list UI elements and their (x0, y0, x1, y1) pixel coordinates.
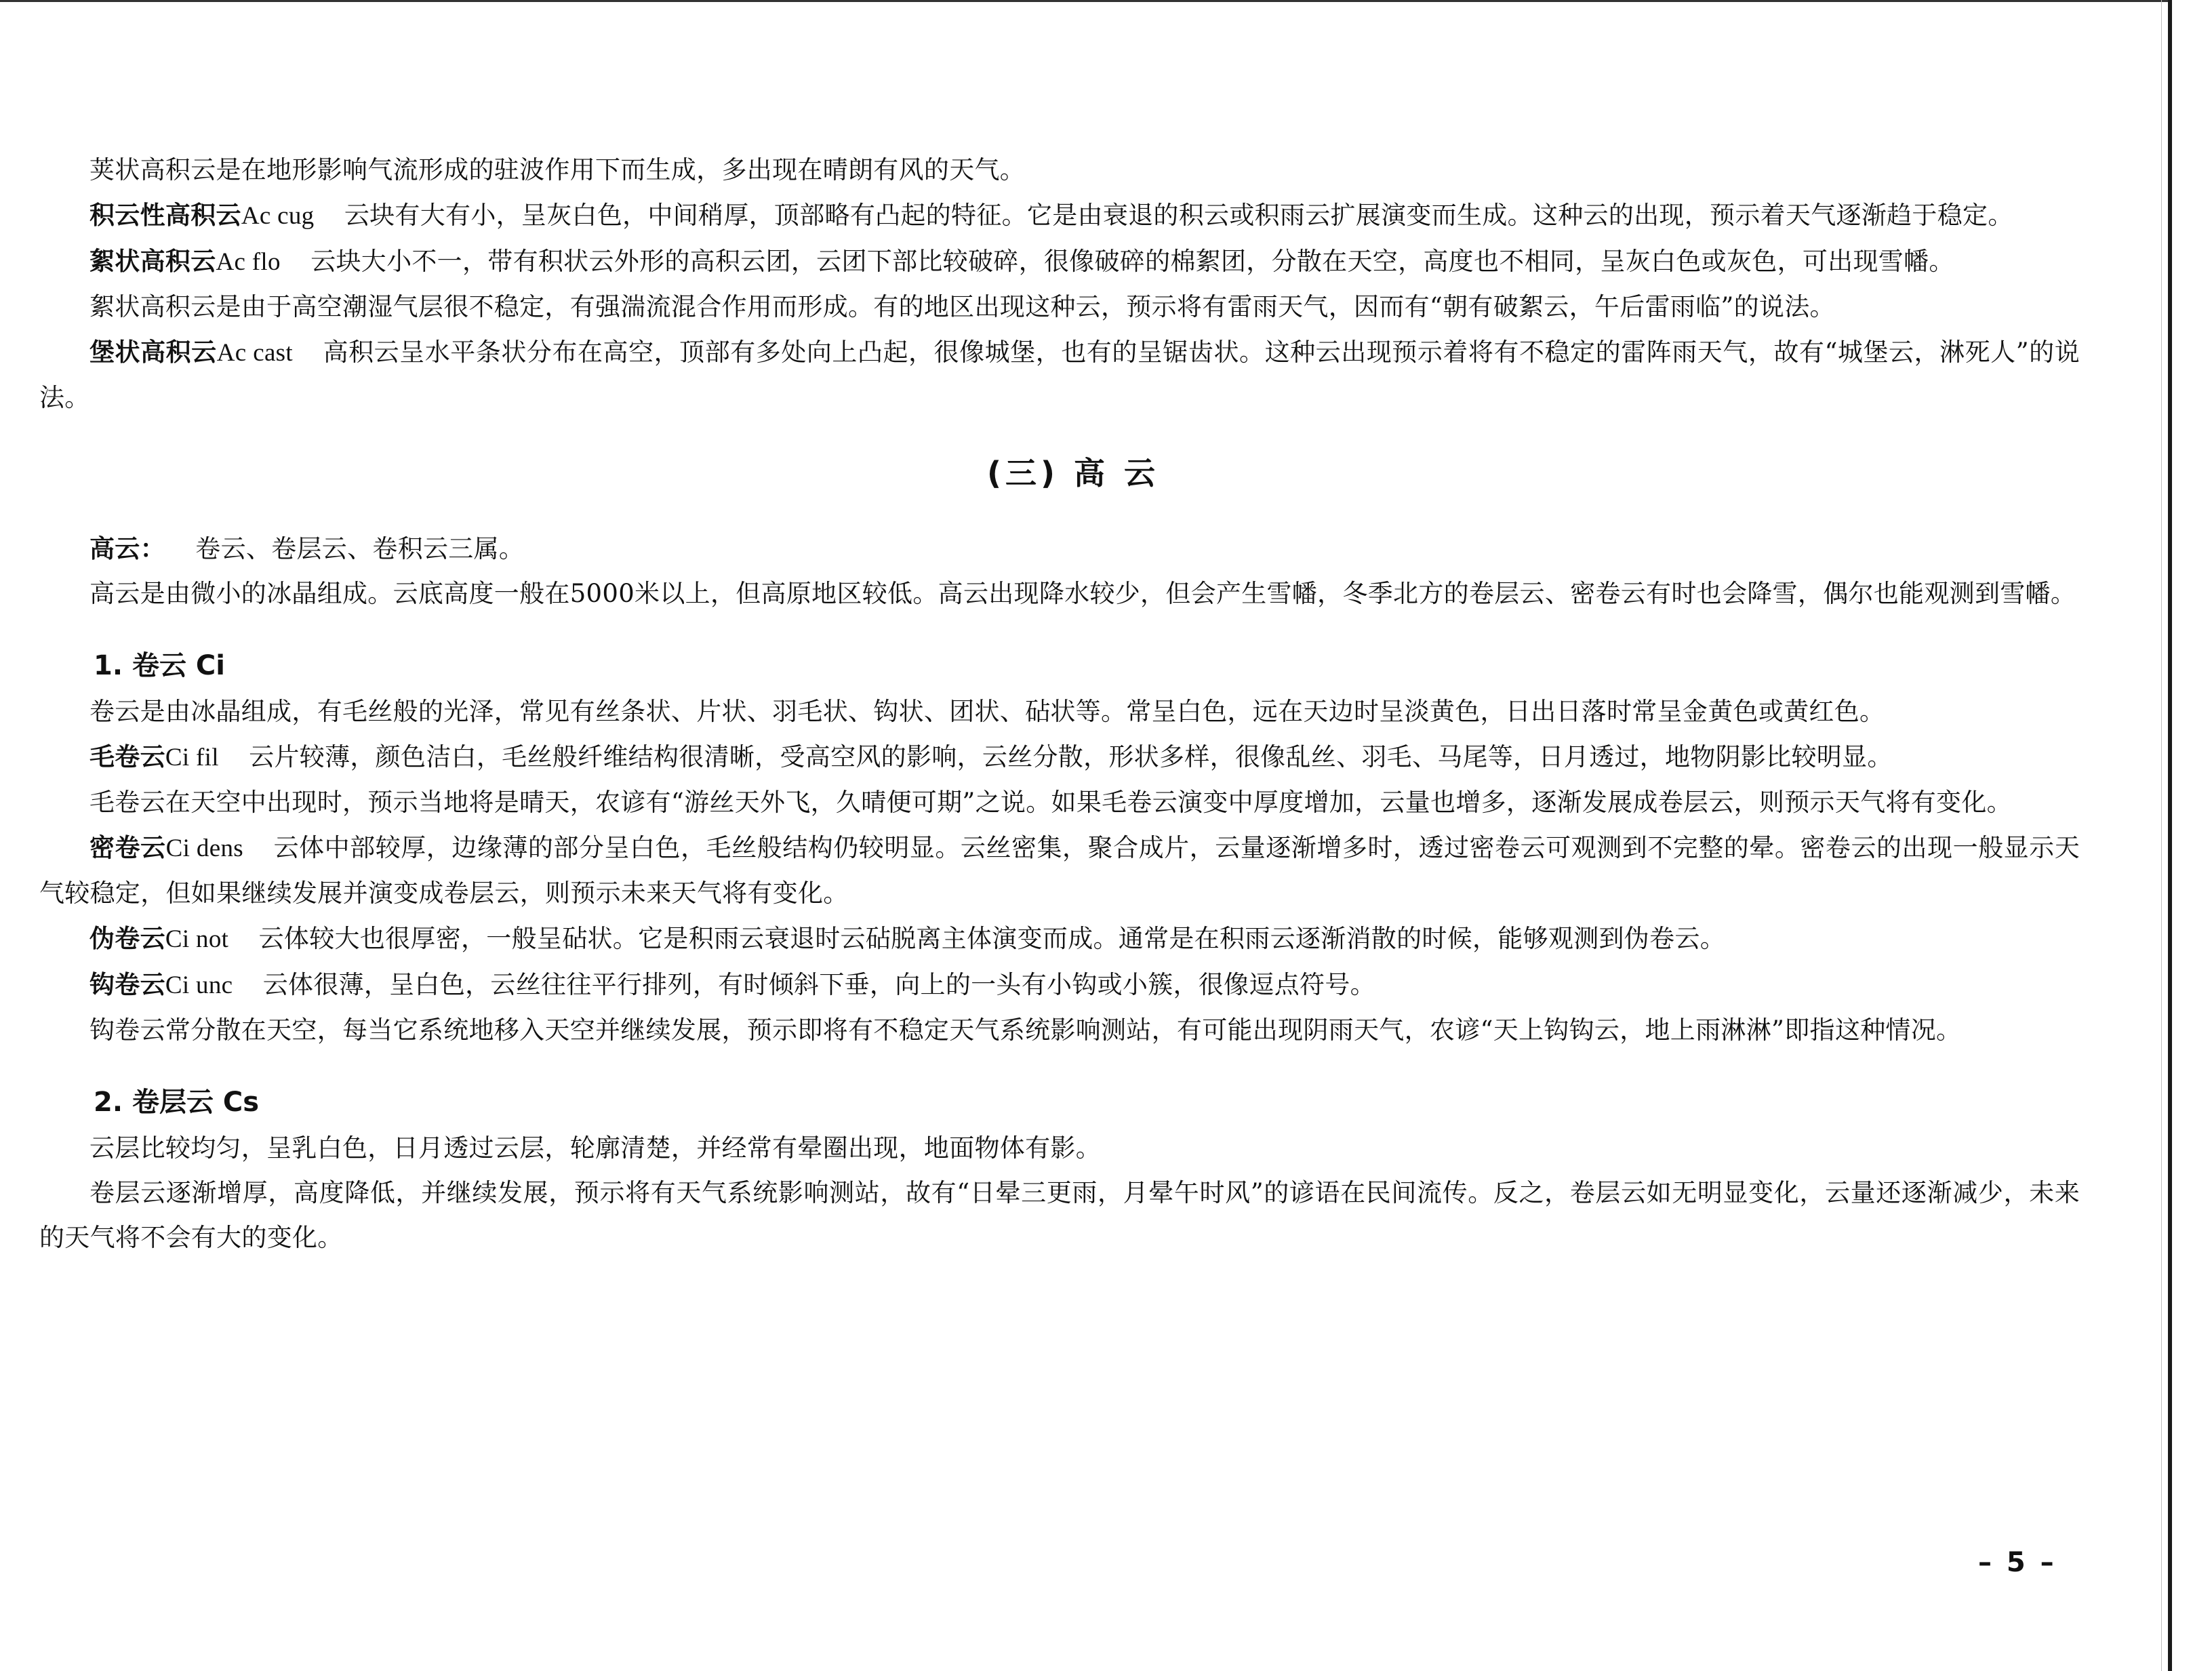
page-body (39, 148, 2080, 1260)
subheading-cirrus: 1. 卷云 Ci (94, 650, 225, 681)
term-name: 钩卷云 (89, 969, 165, 999)
term-abbreviation: Ac flo (216, 248, 281, 276)
top-border-line (0, 0, 2169, 2)
paragraph-text: 毛卷云在天空中出现时，预示当地将是晴天，农谚有“游丝天外飞，久晴便可期”之说。如果毛卷云演变中厚度增加，云量也增多，逐渐发展成卷层云，则预示天气将有变化。 (89, 788, 2012, 817)
paragraph-text: 云块大小不一，带有积状云外形的高积云团，云团下部比较破碎，很像破碎的棉絮团，分散在天空，高度也不相同，呈灰白色或灰色，可出现雪幡。 (310, 247, 1954, 276)
binding-guide-line (2161, 0, 2162, 1671)
paragraph-cs-intro (39, 1126, 2080, 1171)
paragraph-text: 云块有大有小，呈灰白色，中间稍厚，顶部略有凸起的特征。它是由衰退的积云或积雨云扩展演变而生成。这种云的出现，预示着天气逐渐趋于稳定。 (344, 201, 2013, 230)
term-name: 堡状高积云 (89, 337, 217, 367)
paragraph-text: 卷层云逐渐增厚，高度降低，并继续发展，预示将有天气系统影响测站，故有“日晕三更雨，月晕午时风”的谚语在民间流传。反之，卷层云如无明显变化，云量还逐渐减少，未来的天气将不会有大的变化。 (39, 1178, 2080, 1252)
term-abbreviation: Ci fil (165, 744, 219, 771)
paragraph-text: 云体中部较厚，边缘薄的部分呈白色，毛丝般结构仍较明显。云丝密集，聚合成片，云量逐渐增多时，透过密卷云可观测到不完整的晕。密卷云的出现一般显示天气较稳定，但如果继续发展并演变成卷层云，则预示未来天气将有变化。 (39, 833, 2080, 908)
altocumulus-section (39, 148, 2080, 420)
paragraph-text: 絮状高积云是由于高空潮湿气层很不稳定，有强湍流混合作用而形成。有的地区出现这种云，预示将有雷雨天气，因而有“朝有破絮云，午后雷雨临”的说法。 (89, 292, 1835, 321)
paragraph-lenticular (39, 148, 2080, 193)
high-clouds-label: 高云： (89, 533, 165, 563)
term-name: 密卷云 (89, 832, 166, 862)
high-clouds-genera: 卷云、卷层云、卷积云三属。 (195, 534, 525, 563)
paragraph-ci-intro (39, 689, 2080, 734)
right-border-line (2168, 0, 2172, 1671)
term-abbreviation: Ci not (165, 925, 229, 953)
cirrus-section (39, 689, 2080, 1053)
paragraph-text: 高积云呈水平条状分布在高空，顶部有多处向上凸起，很像城堡，也有的呈锯齿状。这种云出现预示着将有不稳定的雷阵雨天气，故有“城堡云，淋死人”的说法。 (39, 338, 2080, 412)
paragraph-ac-flo (39, 239, 2080, 285)
paragraph-text: 钩卷云常分散在天空，每当它系统地移入天空并继续发展，预示即将有不稳定天气系统影响测站，有可能出现阴雨天气，农谚“天上钩钩云，地上雨淋淋”即指这种情况。 (89, 1015, 1962, 1045)
paragraph-text: 荚状高积云是在地形影响气流形成的驻波作用下而生成，多出现在晴朗有风的天气。 (89, 155, 1026, 184)
term-abbreviation: Ci unc (165, 971, 233, 999)
term-name: 积云性高积云 (89, 200, 241, 230)
paragraph-ci-unc-note (39, 1008, 2080, 1053)
cirrostratus-section (39, 1126, 2080, 1260)
paragraph-cs-note (39, 1171, 2080, 1260)
paragraph-text: 卷云是由冰晶组成，有毛丝般的光泽，常见有丝条状、片状、羽毛状、钩状、团状、砧状等。常呈白色，远在天边时呈淡黄色，日出日落时常呈金黄色或黄红色。 (89, 697, 1885, 726)
paragraph-ci-dens (39, 825, 2080, 916)
subheading-cirrostratus: 2. 卷层云 Cs (94, 1087, 260, 1118)
high-clouds-summary (39, 526, 2080, 571)
paragraph-ci-fil (39, 734, 2080, 780)
paragraph-ci-fil-note (39, 780, 2080, 825)
term-abbreviation: Ac cug (241, 202, 315, 230)
paragraph-ac-cast (39, 329, 2080, 420)
term-abbreviation: Ac cast (216, 339, 293, 367)
term-name: 伪卷云 (89, 923, 165, 953)
section-heading-high-clouds: (三) 高 云 (986, 455, 1160, 491)
paragraph-ci-not (39, 916, 2080, 962)
term-abbreviation: Ci dens (165, 834, 243, 862)
high-clouds-intro: 高云是由微小的冰晶组成。云底高度一般在5000米以上，但高原地区较低。高云出现降水较少，但会产生雪幡，冬季北方的卷层云、密卷云有时也会降雪，偶尔也能观测到雪幡。 (89, 579, 2076, 608)
paragraph-ac-cug (39, 193, 2080, 239)
term-name: 毛卷云 (89, 742, 165, 771)
paragraph-text: 云体很薄，呈白色，云丝往往平行排列，有时倾斜下垂，向上的一头有小钩或小簇，很像逗点符号。 (262, 970, 1375, 999)
paragraph-ci-unc (39, 962, 2080, 1008)
paragraph-ac-flo-note (39, 285, 2080, 329)
paragraph-text: 云体较大也很厚密，一般呈砧状。它是积雨云衰退时云砧脱离主体演变而成。通常是在积雨云逐渐消散的时候，能够观测到伪卷云。 (258, 924, 1725, 953)
page-number: – 5 – (1978, 1547, 2057, 1578)
term-name: 絮状高积云 (89, 246, 216, 276)
paragraph-text: 云层比较均匀，呈乳白色，日月透过云层，轮廓清楚，并经常有晕圈出现，地面物体有影。 (89, 1133, 1101, 1163)
paragraph-text: 云片较薄，颜色洁白，毛丝般纤维结构很清晰，受高空风的影响，云丝分散，形状多样，很像乱丝、羽毛、马尾等，日月透过，地物阴影比较明显。 (249, 742, 1893, 771)
